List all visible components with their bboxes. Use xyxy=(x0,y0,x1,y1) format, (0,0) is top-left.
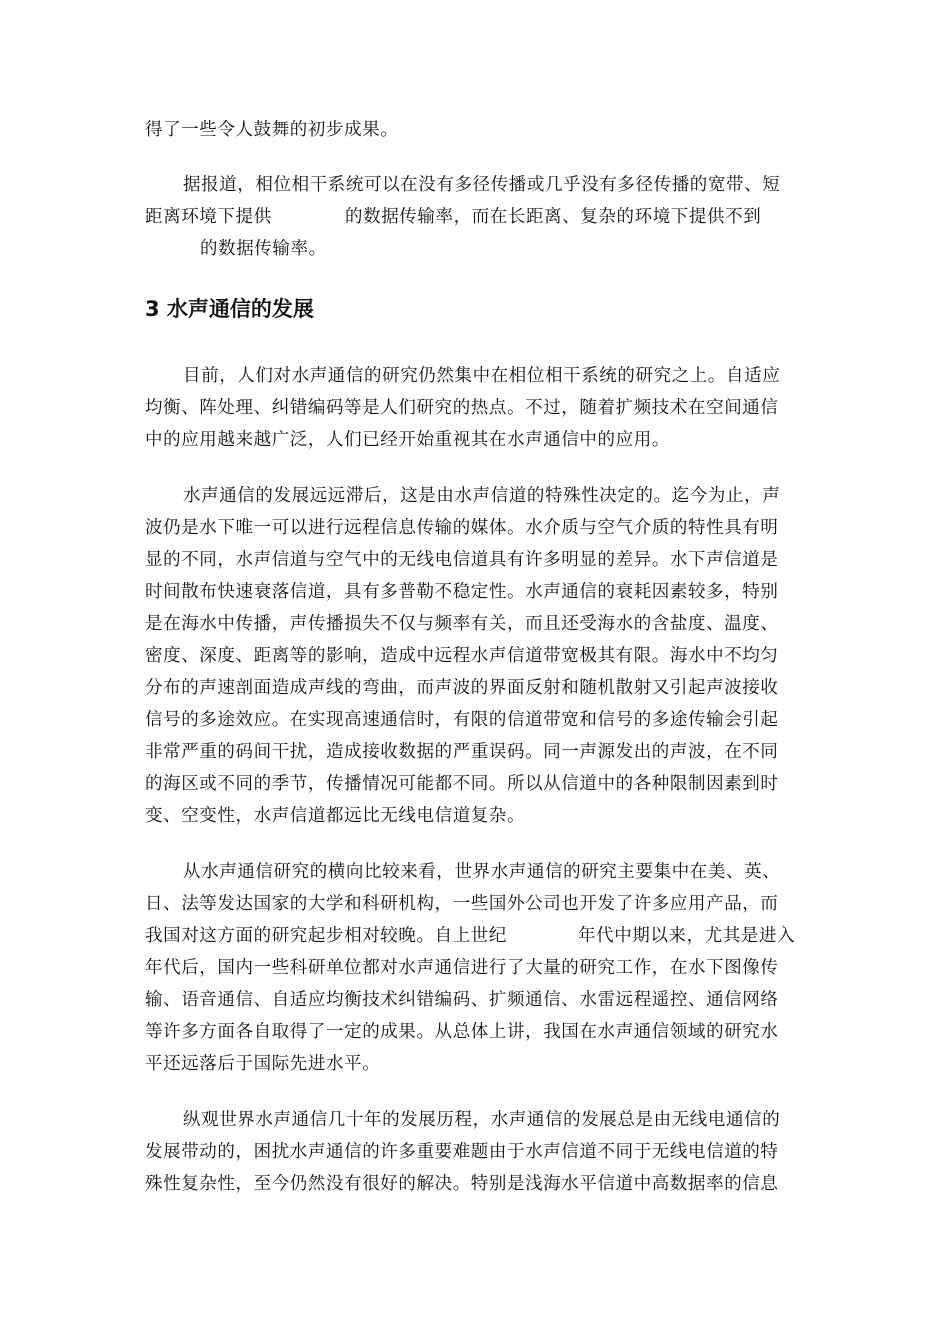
p3-line: 日、法等发达国家的大学和科研机构，一些国外公司也开发了许多应用产品，而 xyxy=(145,894,779,914)
p4-line: 殊性复杂性，至今仍然没有很好的解决。特别是浅海水平信道中高数据率的信息 xyxy=(145,1174,779,1194)
p2-line: 的海区或不同的季节，传播情况可能都不同。所以从信道中的各种限制因素到时 xyxy=(145,774,779,794)
p3-line: 年代中期以来，尤其是进入 xyxy=(578,926,796,946)
report-line-2b: 的数据传输率，而在长距离、复杂的环境下提供不到 xyxy=(345,207,762,227)
p2-line: 水声通信的发展远远滞后，这是由水声信道的特殊性决定的。迄今为止，声 xyxy=(183,486,781,506)
report-line-1: 据报道，相位相干系统可以在没有多径传播或几乎没有多径传播的宽带、短 xyxy=(183,175,781,195)
p4-line: 发展带动的，困扰水声通信的许多重要难题由于水声信道不同于无线电信道的特 xyxy=(145,1142,779,1162)
p2-line: 分布的声速剖面造成声线的弯曲，而声波的界面反射和随机散射又引起声波接收 xyxy=(145,678,779,698)
p3-line: 平还远落后于国际先进水平。 xyxy=(145,1054,381,1074)
report-line-2a: 距离环境下提供 xyxy=(145,207,272,227)
p4-line: 纵观世界水声通信几十年的发展历程，水声通信的发展总是由无线电通信的 xyxy=(183,1110,781,1130)
p2-line: 信号的多途效应。在实现高速通信时，有限的信道带宽和信号的多途传输会引起 xyxy=(145,710,779,730)
p1-line: 目前，人们对水声通信的研究仍然集中在相位相干系统的研究之上。自适应 xyxy=(183,366,781,386)
p2-line: 显的不同，水声信道与空气中的无线电信道具有许多明显的差异。水下声信道是 xyxy=(145,550,779,570)
p3-line: 我国对这方面的研究起步相对较晚。自上世纪 xyxy=(145,926,507,946)
p2-line: 是在海水中传播，声传播损失不仅与频率有关，而且还受海水的含盐度、温度、 xyxy=(145,614,779,634)
intro-continuation-line: 得了一些令人鼓舞的初步成果。 xyxy=(145,120,399,140)
section-heading: 3 水声通信的发展 xyxy=(145,297,314,321)
p3-line: 等许多方面各自取得了一定的成果。从总体上讲，我国在水声通信领域的研究水 xyxy=(145,1022,779,1042)
p1-line: 均衡、阵处理、纠错编码等是人们研究的热点。不过，随着扩频技术在空间通信 xyxy=(145,398,779,418)
p3-line: 从水声通信研究的横向比较来看，世界水声通信的研究主要集中在美、英、 xyxy=(183,862,781,882)
p2-line: 变、空变性，水声信道都远比无线电信道复杂。 xyxy=(145,806,526,826)
p1-line: 中的应用越来越广泛，人们已经开始重视其在水声通信中的应用。 xyxy=(145,430,670,450)
report-line-3: 的数据传输率。 xyxy=(200,239,327,259)
p2-line: 密度、深度、距离等的影响，造成中远程水声信道带宽极其有限。海水中不均匀 xyxy=(145,646,779,666)
p2-line: 时间散布快速衰落信道，具有多普勒不稳定性。水声通信的衰耗因素较多，特别 xyxy=(145,582,779,602)
p2-line: 波仍是水下唯一可以进行远程信息传输的媒体。水介质与空气介质的特性具有明 xyxy=(145,518,779,538)
p3-line: 输、语音通信、自适应均衡技术纠错编码、扩频通信、水雷远程遥控、通信网络 xyxy=(145,990,779,1010)
p2-line: 非常严重的码间干扰，造成接收数据的严重误码。同一声源发出的声波，在不同 xyxy=(145,742,779,762)
p3-line: 年代后，国内一些科研单位都对水声通信进行了大量的研究工作，在水下图像传 xyxy=(145,958,779,978)
